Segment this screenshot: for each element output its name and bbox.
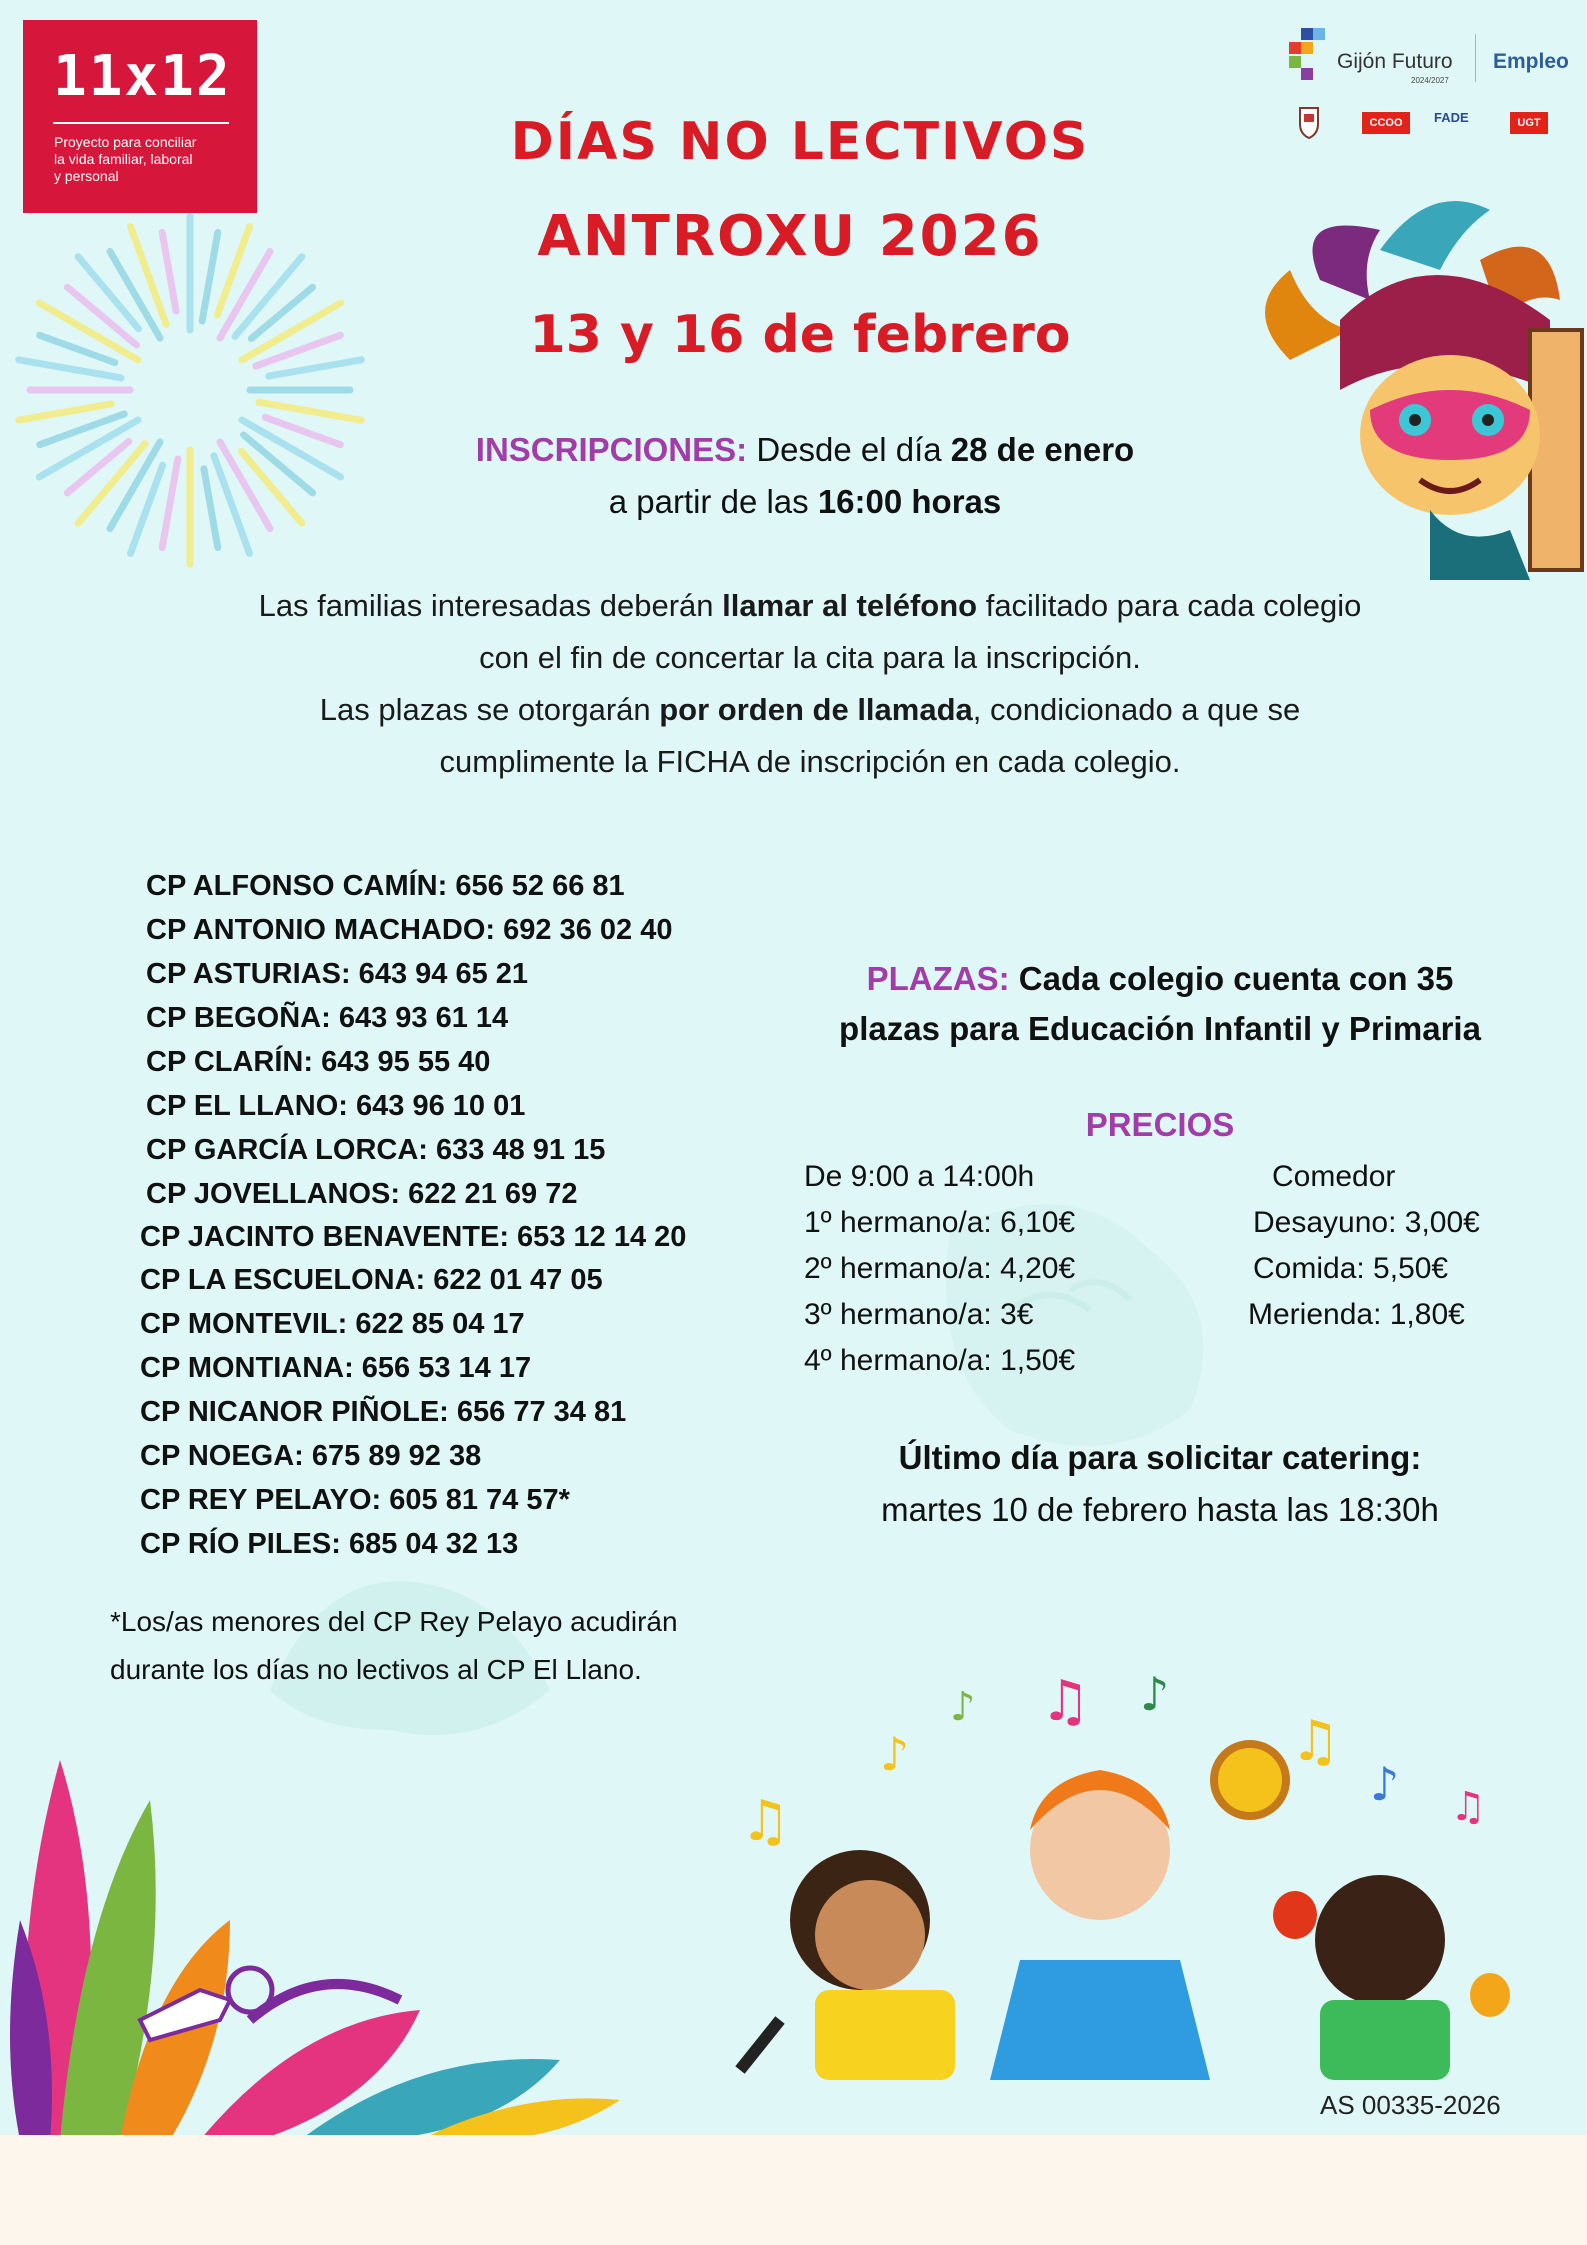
firework-ray [162,459,178,548]
logo-line: la vida familiar, laboral [54,151,193,167]
inscripciones-text [340,424,1270,528]
precios-hermanos [804,1154,1075,1384]
school-row: CP EL LLANO: 643 96 10 01 [146,1090,526,1122]
plazas-label: PLAZAS: [866,960,1010,997]
empleo-label: Empleo [1493,50,1569,73]
price-item: 1º hermano/a: 6,10€ [804,1206,1076,1239]
inscripciones-date: 28 de enero [950,431,1135,468]
school-row: CP GARCÍA LORCA: 633 48 91 15 [146,1134,606,1166]
firework-ray [204,469,218,548]
gijon-squares-icon [1287,28,1327,84]
title-line-1: DÍAS NO LECTIVOS [510,112,1090,172]
inscripciones-text-b: a partir de las [608,483,818,520]
plazas-line: plazas para Educación Infantil y Primaria [839,1010,1481,1047]
title-line-2: ANTROXU 2026 [537,204,1043,269]
carnival-mask-character [1230,190,1587,590]
catering-deadline [780,1432,1540,1536]
school-row: CP MONTIANA: 656 53 14 17 [140,1352,532,1384]
price-item: Comida: 5,50€ [1253,1252,1449,1285]
ccoo-logo: CCOO [1362,112,1410,134]
price-item: 4º hermano/a: 1,50€ [804,1344,1076,1377]
gijon-futuro-years: 2024/2027 [1411,76,1449,85]
fireworks-decoration [0,205,380,585]
logo-line: y personal [54,168,119,184]
inscripciones-time: 16:00 horas [817,483,1002,520]
families-text: cumplimente la FICHA de inscripción en cada colegio. [439,744,1181,779]
schools-list [140,864,780,1566]
school-row: CP JACINTO BENAVENTE: 653 12 14 20 [140,1221,687,1253]
logo-11x12 [23,20,257,213]
school-row: CP NOEGA: 675 89 92 38 [140,1440,482,1472]
sponsor-divider [1475,34,1476,82]
firework-ray [67,441,128,492]
gijon-futuro-name: Gijón Futuro [1337,50,1453,73]
price-item: Merienda: 1,80€ [1248,1298,1465,1331]
plazas-text [800,954,1520,1054]
title-line-3: 13 y 16 de febrero [529,305,1071,365]
families-emphasis: por orden de llamada [659,692,973,727]
catering-date: martes 10 de febrero hasta las 18:30h [881,1491,1439,1528]
fade-logo: FADE [1434,110,1469,125]
inscripciones-text-a: Desde el día [747,431,951,468]
logo-title: 11x12 [53,44,232,109]
logo-divider [53,122,229,124]
precios-header: De 9:00 a 14:00h [804,1160,1035,1193]
school-row: CP ASTURIAS: 643 94 65 21 [146,958,529,990]
school-row: CP CLARÍN: 643 95 55 40 [146,1046,491,1078]
firework-ray [256,335,341,366]
svg-text:♪: ♪ [950,1684,976,1730]
families-emphasis: llamar al teléfono [722,588,978,623]
school-row: CP JOVELLANOS: 622 21 69 72 [146,1178,578,1210]
plazas-line: Cada colegio cuenta con 35 [1009,960,1454,997]
school-row: CP BEGOÑA: 643 93 61 14 [146,1002,509,1034]
city-crest-icon [1296,104,1322,144]
logo-line: Proyecto para conciliar [54,134,197,150]
svg-text:♪: ♪ [1140,1667,1170,1721]
families-text: con el fin de concertar la cita para la inscripción. [479,640,1141,675]
note-line: *Los/as menores del CP Rey Pelayo acudirán [110,1606,678,1637]
svg-text:♫: ♫ [1450,1784,1486,1830]
rey-pelayo-note [110,1598,790,1694]
inscripciones-label: INSCRIPCIONES: [475,431,748,468]
firework-ray [269,360,362,376]
school-row: CP RÍO PILES: 685 04 32 13 [140,1528,519,1560]
svg-text:♫: ♫ [740,1789,791,1854]
school-row: CP LA ESCUELONA: 622 01 47 05 [140,1264,603,1296]
svg-text:♫: ♫ [1040,1669,1091,1734]
firework-ray [202,232,218,321]
families-paragraph [150,580,1470,788]
school-row: CP NICANOR PIÑOLE: 656 77 34 81 [140,1396,627,1428]
families-text: facilitado para cada colegio [977,588,1362,623]
svg-text:♫: ♫ [1290,1709,1341,1774]
ugt-logo: UGT [1510,112,1548,134]
note-line: durante los días no lectivos al CP El Llano. [110,1654,642,1685]
school-row: CP ALFONSO CAMÍN: 656 52 66 81 [146,870,625,902]
firework-ray [251,287,312,338]
school-row: CP ANTONIO MACHADO: 692 36 02 40 [146,914,673,946]
families-text: Las plazas se otorgarán [319,692,660,727]
feathers-decoration [0,1720,640,2135]
families-text: Las familias interesadas deberán [258,588,723,623]
precios-title: PRECIOS [1085,1106,1235,1143]
price-item: 3º hermano/a: 3€ [804,1298,1034,1331]
price-item: Desayuno: 3,00€ [1253,1206,1480,1239]
families-text: , condicionado a que se [972,692,1301,727]
catering-title: Último día para solicitar catering: [898,1439,1422,1476]
firework-ray [162,232,176,311]
school-row: CP REY PELAYO: 605 81 74 57* [140,1484,570,1516]
logo-subtitle [54,134,244,185]
price-item: 2º hermano/a: 4,20€ [804,1252,1076,1285]
comedor-header: Comedor [1272,1160,1396,1193]
firework-ray [40,414,125,445]
dancing-kids-illustration [720,1660,1520,2080]
precios-comedor [1248,1154,1528,1338]
svg-text:♪: ♪ [880,1727,910,1781]
svg-text:♪: ♪ [1370,1757,1400,1811]
firework-ray [19,404,112,420]
document-code: AS 00335-2026 [1320,2090,1501,2120]
school-row: CP MONTEVIL: 622 85 04 17 [140,1308,525,1340]
